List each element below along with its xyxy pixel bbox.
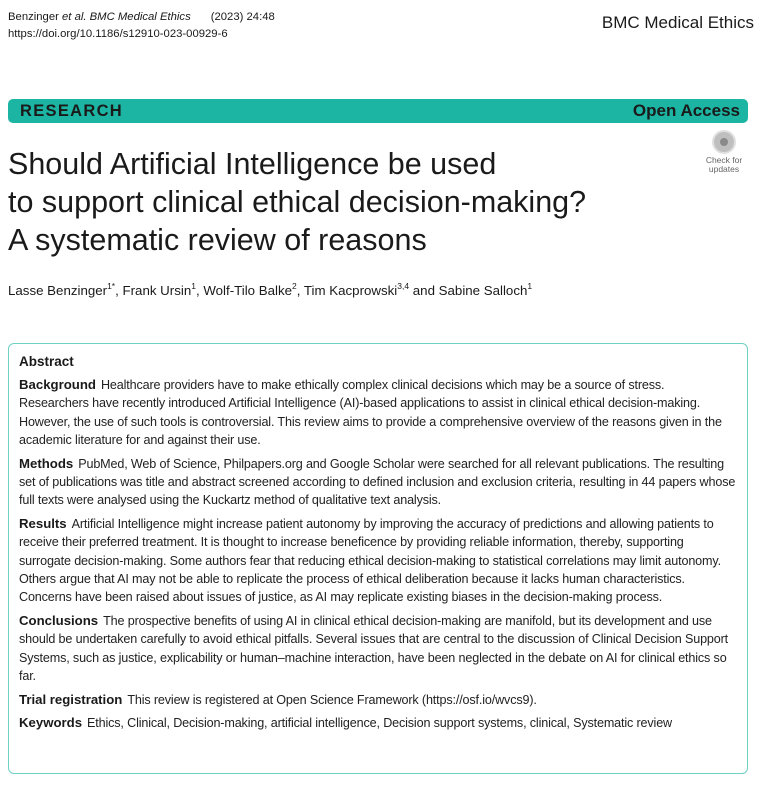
doi-link[interactable]: https://doi.org/10.1186/s12910-023-00929-6: [8, 28, 228, 40]
open-access-label: Open Access: [632, 101, 740, 120]
abstract-results: [19, 515, 737, 607]
section-text: Artificial Intelligence might increase patient autonomy by improving the accuracy of predictions and allowing patients to receive their preferred treatment. It is thought to increase beneficence by providing reliable information, thereby, supporting surrogate decision-making. Some authors fear that reducing ethical decision-making to statistical correlations may limit autonomy. Others argue that AI may not be able to replicate the process of ethical deliberation because it lacks human characteristics. Concerns have been raised about issues of justice, as AI may replicate existing biases in the decision-making process.: [19, 516, 721, 605]
check-for-updates-label: Check for updates: [705, 155, 743, 174]
author-name[interactable]: Lasse Benzinger: [8, 283, 108, 298]
abstract-trial-registration: [19, 691, 737, 709]
citation-year-volume: (2023) 24:48: [210, 11, 275, 23]
check-for-updates-icon: [712, 130, 736, 154]
section-label: Conclusions: [19, 612, 99, 628]
abstract-background: [19, 376, 737, 450]
article-type-banner: [8, 99, 748, 123]
abstract-methods: [19, 455, 737, 510]
journal-name: BMC Medical Ethics: [601, 13, 754, 32]
abstract-box: [8, 343, 748, 774]
author-list: Lasse Benzinger$^{1*}$, Frank Ursin$^1$, Wolf-Tilo Balke$^2$, Tim Kacprowski$^{3,4}$ and Sabine Salloch$^1$: [8, 281, 533, 298]
author-affiliation: 2: [292, 281, 297, 291]
title-line: A systematic review of reasons: [8, 223, 427, 257]
author-name[interactable]: Sabine Salloch: [438, 283, 528, 298]
article-type-label: RESEARCH: [20, 101, 123, 120]
citation-line: [8, 9, 275, 26]
section-text: Ethics, Clinical, Decision-making, artificial intelligence, Decision support systems, clinical, Systematic review: [87, 715, 672, 730]
author-name[interactable]: Frank Ursin: [122, 283, 192, 298]
author-name[interactable]: Tim Kacprowski: [303, 283, 398, 298]
author-affiliation: 3,4: [397, 281, 410, 291]
section-text: The prospective benefits of using AI in clinical ethical decision-making are manifold, but its development and use should be undertaken carefully to avoid ethical pitfalls. Several issues that are central to the discussion of Clinical Decision Support Systems, such as justice, explicability or human–machine interaction, have been neglected in the debate on AI for clinical ethics so far.: [19, 613, 729, 684]
section-label: Results: [19, 515, 67, 531]
section-text: Healthcare providers have to make ethically complex clinical decisions which may be a source of stress. Researchers have recently introduced Artificial Intelligence (AI)-based applications to assist in clinical ethical decision-making. However, the use of such tools is controversial. This review aims to provide a comprehensive overview of the reasons given in the academic literature for and against their use.: [19, 378, 722, 448]
section-label: Background: [19, 377, 96, 392]
running-header: [8, 9, 275, 43]
title-line: to support clinical ethical decision-making?: [8, 185, 587, 219]
author-name[interactable]: Wolf-Tilo Balke: [203, 283, 293, 298]
section-label: Trial registration: [19, 691, 123, 707]
section-text: This review is registered at Open Science Framework (https://osf.io/wvcs9).: [127, 692, 537, 707]
author-affiliation: 1: [191, 281, 196, 291]
citation-author: Benzinger: [8, 11, 63, 23]
abstract-conclusions: [19, 612, 737, 686]
title-line: Should Artificial Intelligence be used: [8, 147, 497, 181]
section-label: Methods: [19, 455, 74, 471]
section-label: Keywords: [19, 714, 83, 730]
article-title: [8, 145, 688, 259]
citation-journal: et al. BMC Medical Ethics: [62, 11, 191, 23]
abstract-heading: Abstract: [19, 354, 74, 369]
abstract-keywords: [19, 714, 737, 732]
author-affiliation: 1: [527, 281, 533, 291]
author-affiliation: 1*: [107, 281, 116, 291]
check-for-updates-button[interactable]: [698, 130, 750, 178]
section-text: PubMed, Web of Science, Philpapers.org and Google Scholar were searched for all relevant publications. The resulting set of publications was title and abstract screened according to defined inclusion and exclusion criteria, resulting in 44 papers whose full texts were analysed using the Kuckartz method of qualitative text analysis.: [19, 456, 736, 508]
